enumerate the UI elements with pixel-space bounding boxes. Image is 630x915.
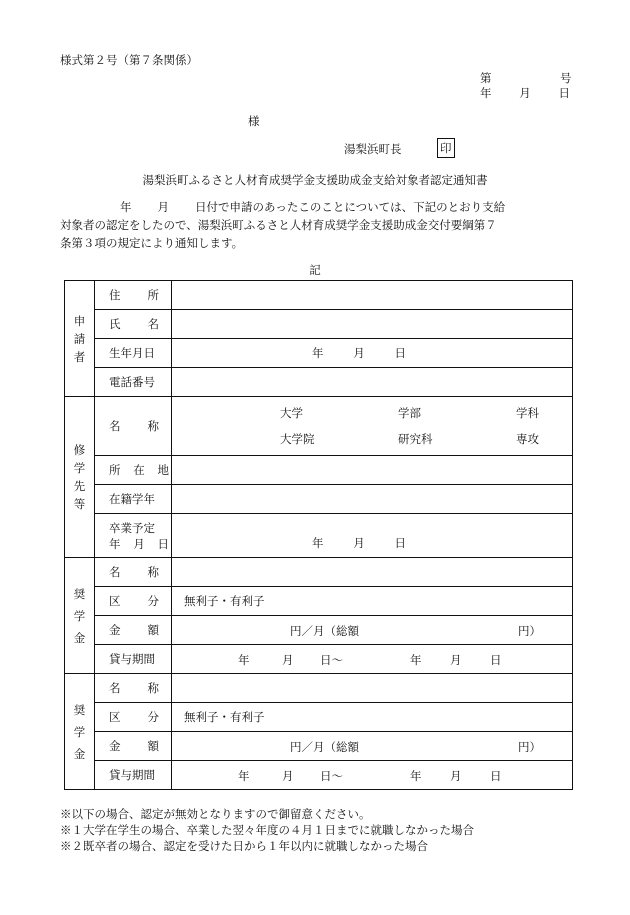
scholarship-1-group-label: 奨 学 金 (65, 558, 95, 674)
table-row (65, 587, 573, 616)
birthdate-field[interactable]: 年 月 日 (172, 339, 573, 368)
scholarship-2-type-field[interactable]: 無利子・有利子 (172, 703, 573, 732)
doc-number-suffix: 号 (560, 71, 572, 85)
scholarship-1-type-label: 区 分 (95, 587, 172, 616)
ki-heading: 記 (309, 263, 321, 277)
graduation-field[interactable]: 年 月 日 (172, 514, 573, 558)
graduation-label: 卒業予定 年 月 日 (95, 514, 172, 558)
applicant-group-label: 申 請 者 (65, 281, 95, 397)
table-row (65, 616, 573, 645)
table-row (65, 514, 573, 558)
scholarship-1-amount-label: 金 額 (95, 616, 172, 645)
document-title: 湯梨浜町ふるさと人材育成奨学金支援助成金支給対象者認定通知書 (142, 173, 488, 187)
major-label: 専攻 (516, 432, 539, 446)
scholarship-1-name-field[interactable] (172, 558, 573, 587)
scholarship-2-amount-label: 金 額 (95, 732, 172, 761)
issue-date (480, 85, 570, 101)
phone-label: 電話番号 (95, 368, 172, 397)
scholarship-2-period-label: 貸与期間 (95, 761, 172, 790)
table-row (65, 397, 573, 456)
table-row (65, 761, 573, 790)
table-row (65, 645, 573, 674)
phone-field[interactable] (172, 368, 573, 397)
grade-field[interactable] (172, 485, 573, 514)
note-1: ※１大学在学生の場合、卒業した翌々年度の４月１日までに就職しなかった場合 (60, 823, 474, 837)
univ-label: 大学 (280, 406, 303, 420)
faculty-label: 学部 (398, 406, 421, 420)
grad-school-label: 大学院 (280, 432, 315, 446)
table-row (65, 703, 573, 732)
form-number: 様式第２号（第７条関係） (60, 53, 198, 67)
school-group-label: 修 学 先 等 (65, 397, 95, 558)
recipient-honorific: 様 (248, 114, 260, 128)
school-name-label: 名 称 (95, 397, 172, 456)
scholarship-1-name-label: 名 称 (95, 558, 172, 587)
intro-paragraph (60, 198, 560, 252)
scholarship-2-amount-field[interactable]: 円／月（総額 円） (172, 732, 573, 761)
issue-month: 月 (519, 86, 531, 100)
table-row (65, 310, 573, 339)
scholarship-1-period-label: 貸与期間 (95, 645, 172, 674)
name-label: 氏 名 (95, 310, 172, 339)
seal-box: 印 (437, 138, 455, 158)
intro-line-3: 条第３項の規定により通知します。 (60, 236, 244, 250)
scholarship-2-name-field[interactable] (172, 674, 573, 703)
intro-line-1: 年 月 日付で申請のあったこのことについては、下記のとおり支給 (120, 200, 506, 214)
scholarship-2-type-label: 区 分 (95, 703, 172, 732)
scholarship-2-name-label: 名 称 (95, 674, 172, 703)
table-row (65, 485, 573, 514)
scholarship-1-amount-field[interactable]: 円／月（総額 円） (172, 616, 573, 645)
dept-label: 学科 (516, 406, 539, 420)
note-0: ※以下の場合、認定が無効となりますので御留意ください。 (60, 807, 371, 821)
table-row (65, 674, 573, 703)
scholarship-2-period-field[interactable]: 年 月 日～ 年 月 日 (172, 761, 573, 790)
issue-day: 日 (558, 86, 570, 100)
table-row (65, 456, 573, 485)
doc-number-prefix: 第 (480, 71, 492, 85)
scholarship-2-group-label: 奨 学 金 (65, 674, 95, 790)
location-field[interactable] (172, 456, 573, 485)
address-label: 住 所 (95, 281, 172, 310)
address-field[interactable] (172, 281, 573, 310)
issue-year: 年 (480, 86, 492, 100)
intro-line-2: 対象者の認定をしたので、湯梨浜町ふるさと人材育成奨学金支援助成金交付要綱第７ (60, 218, 497, 232)
research-label: 研究科 (398, 432, 433, 446)
location-label: 所 在 地 (95, 456, 172, 485)
scholarship-1-type-field[interactable]: 無利子・有利子 (172, 587, 573, 616)
birthdate-label: 生年月日 (95, 339, 172, 368)
grade-label: 在籍学年 (95, 485, 172, 514)
school-name-field[interactable] (172, 397, 573, 456)
details-table (64, 280, 573, 790)
table-row (65, 732, 573, 761)
table-row (65, 368, 573, 397)
table-row (65, 281, 573, 310)
note-2: ※２既卒者の場合、認定を受けた日から１年以内に就職しなかった場合 (60, 839, 428, 853)
issuer: 湯梨浜町長 (344, 142, 402, 156)
table-row (65, 339, 573, 368)
scholarship-1-period-field[interactable]: 年 月 日～ 年 月 日 (172, 645, 573, 674)
name-field[interactable] (172, 310, 573, 339)
table-row (65, 558, 573, 587)
